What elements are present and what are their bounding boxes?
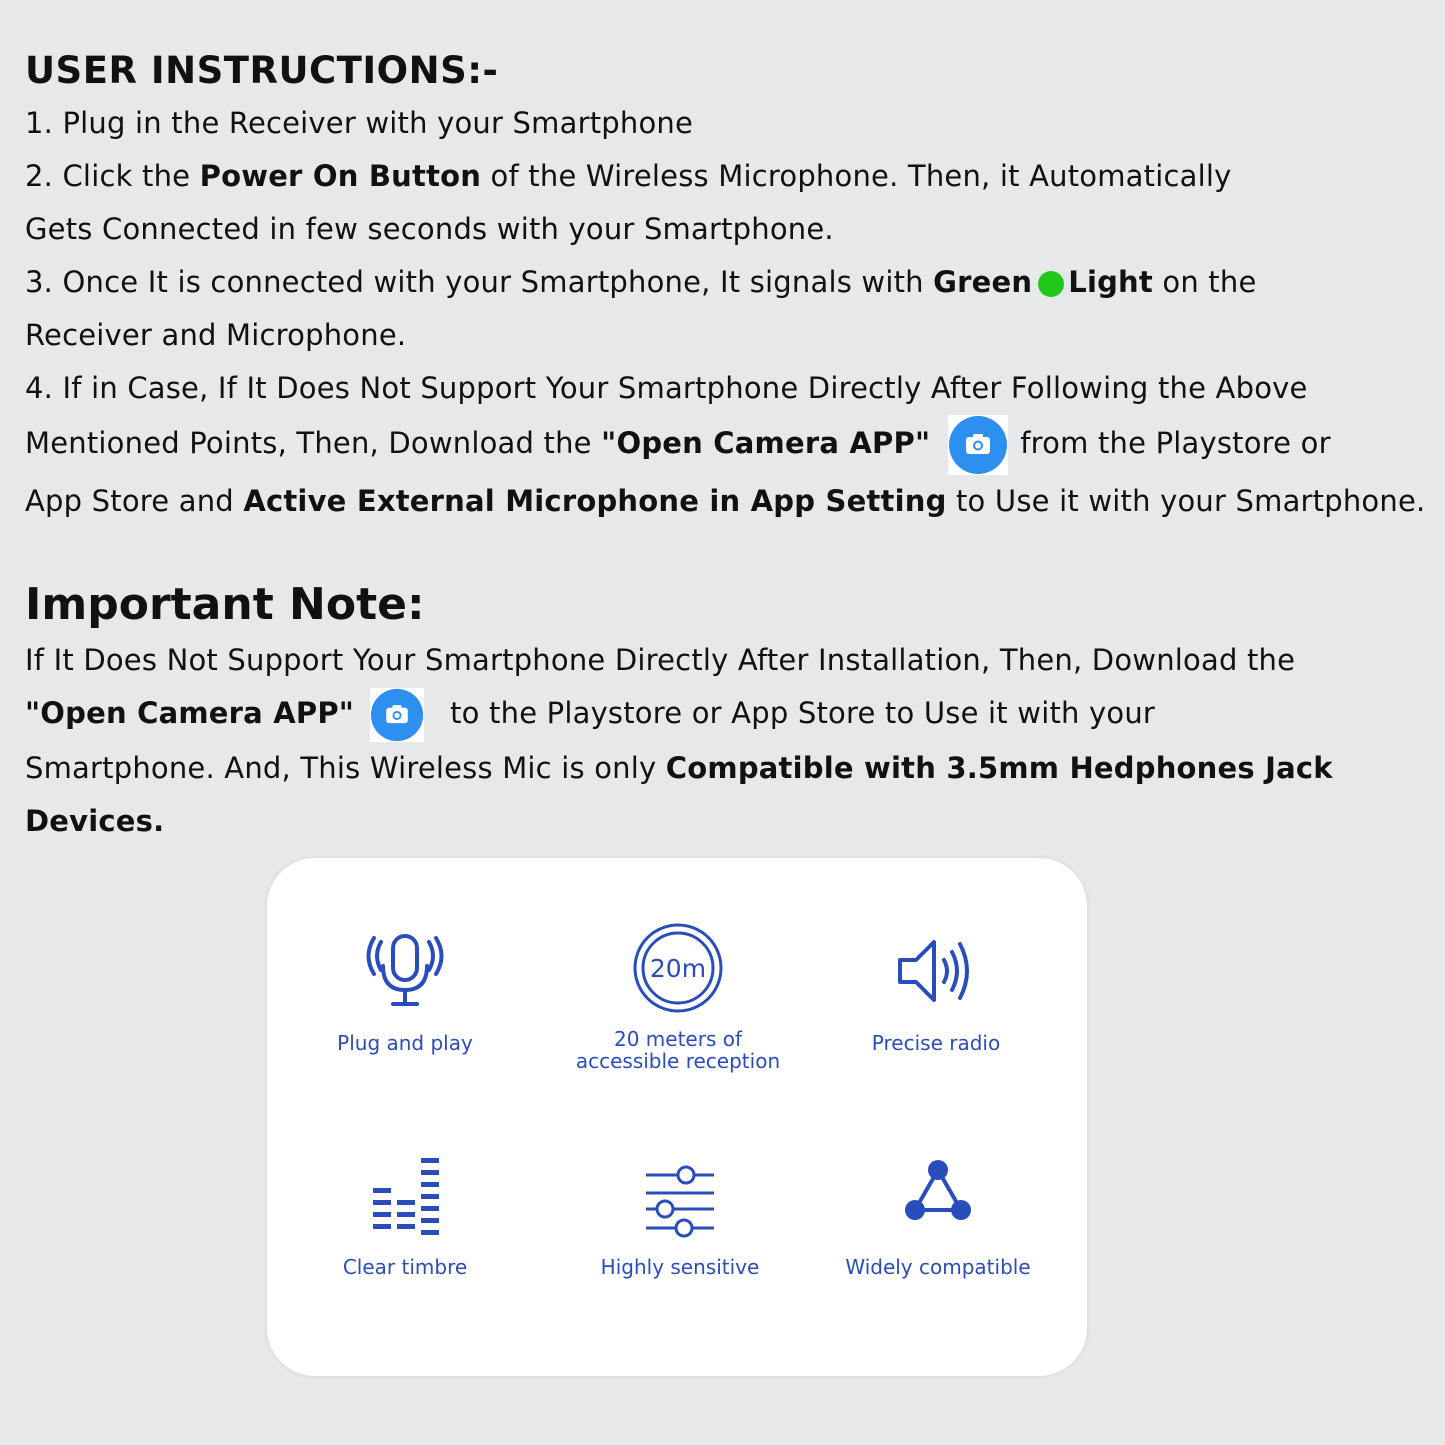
step-4-end: App Store and Active External Microphone in App Setting to Use it with your Smartphone.: [25, 484, 1426, 518]
step-2-cont: Gets Connected in few seconds with your Smartphone.: [25, 212, 834, 246]
equalizer-icon: [355, 1148, 455, 1248]
feature-precise-radio: [806, 924, 1066, 1054]
feature-label: Highly sensitive: [600, 1255, 760, 1279]
step-3: 3. Once It is connected with your Smartphone, It signals with Green Light on the: [25, 265, 1257, 299]
features-card: [267, 858, 1087, 1376]
feature-label: Precise radio: [871, 1031, 1001, 1055]
note-line-4: Devices.: [25, 804, 165, 838]
network-icon: [888, 1148, 988, 1248]
step-4-cont: Mentioned Points, Then, Download the "Open Camera APP" from the Playstore or: [25, 415, 1435, 475]
important-note-heading: Important Note:: [25, 579, 425, 630]
note-line-3: Smartphone. And, This Wireless Mic is only Compatible with 3.5mm Hedphones Jack: [25, 751, 1333, 785]
feature-20m-reception: [548, 918, 808, 1072]
feature-plug-and-play: [275, 924, 535, 1054]
sliders-icon: [630, 1148, 730, 1248]
open-camera-app-icon: [370, 688, 424, 742]
feature-label: 20 meters of accessible reception: [575, 1027, 781, 1073]
feature-widely-compatible: [808, 1148, 1068, 1278]
green-light-icon: [1038, 271, 1064, 297]
feature-label: Clear timbre: [342, 1255, 468, 1279]
instructions-document: [25, 45, 1435, 848]
20m-range-icon: [628, 918, 728, 1018]
feature-clear-timbre: [275, 1148, 535, 1278]
open-camera-app-icon: [948, 415, 1008, 475]
feature-label: Plug and play: [337, 1031, 473, 1055]
microphone-icon: [355, 924, 455, 1024]
step-4: 4. If in Case, If It Does Not Support Your Smartphone Directly After Following the Above: [25, 371, 1308, 405]
user-instructions-heading: USER INSTRUCTIONS:-: [25, 49, 499, 92]
feature-highly-sensitive: [550, 1148, 810, 1278]
speaker-icon: [886, 924, 986, 1024]
note-line-2: "Open Camera APP" to the Playstore or App Store to Use it with your: [25, 687, 1435, 742]
power-on-button-text: Power On Button: [199, 159, 482, 193]
feature-label: Widely compatible: [845, 1255, 1031, 1279]
step-3-cont: Receiver and Microphone.: [25, 318, 407, 352]
note-line-1: If It Does Not Support Your Smartphone Directly After Installation, Then, Download the: [25, 643, 1296, 677]
step-1: 1. Plug in the Receiver with your Smartphone: [25, 106, 694, 140]
range-badge-text: 20m: [649, 954, 707, 983]
step-2: 2. Click the Power On Button of the Wireless Microphone. Then, it Automatically: [25, 159, 1232, 193]
